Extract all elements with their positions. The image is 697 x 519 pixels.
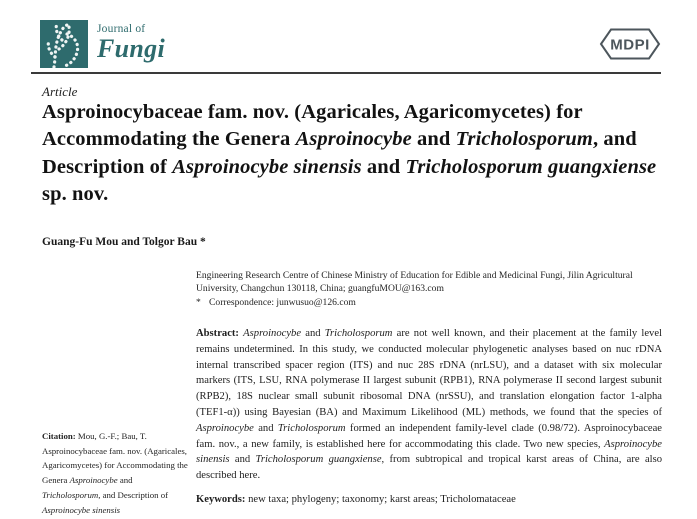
authors-line: Guang-Fu Mou and Tolgor Bau *: [42, 236, 206, 248]
correspondence-marker: *: [196, 296, 201, 308]
article-type-label: Article: [42, 84, 78, 99]
mdpi-logo: [596, 24, 664, 69]
journal-prefix-label: Journal of: [97, 23, 146, 35]
affiliation-text: Engineering Research Centre of Chinese Ministry of Education for Edible and Medicinal Fungi, Jilin Agricultural University, Changchun 130118, China; guangfuMOU@163.com: [196, 270, 633, 295]
affiliation-block: [196, 269, 662, 309]
correspondence-text: Correspondence: junwusuo@126.com: [209, 296, 356, 308]
abstract-paragraph: Abstract: Asproinocybe and Tricholosporum are not well known, and their placement at the family level remains undetermined. In this study, we conducted molecular phylogenetic analyses based on nuc rDNA internal transcribed spacer region (ITS) and nuc 28S rDNA (nrLSU), and a dataset with six molecular markers (ITS, LSU, RNA polymerase II largest subunit (RPB1), RNA polymerase II second largest subunit (RPB2), 18S nuclear small subunit ribosomal DNA (nrSSU), and translation elongation factor 1-alpha (TEF1-α)) using Bayesian (BA) and Maximum Likelihood (ML) methods, we found that the species of Asproinocybe and Tricholosporum formed an independent family-level clade (0.98/72). Asproinocybaceae fam. nov., a new family, is established here for accommodating this clade. Two new species, Asproinocybe sinensis and Tricholosporum guangxiense, from subtropical and tropical karst areas of China, are also described here.: [196, 328, 663, 482]
mdpi-logo-text: MDPI: [610, 36, 650, 54]
header-divider: [31, 72, 661, 74]
keywords-line: Keywords: new taxa; phylogeny; taxonomy; karst areas; Tricholomataceae: [196, 494, 516, 505]
journal-title: Fungi: [97, 34, 165, 63]
journal-of-fungi-logo-icon: [40, 20, 88, 68]
correspondence-line: [196, 296, 662, 309]
citation-box: Citation: Mou, G.-F.; Bau, T. Asproinocybaceae fam. nov. (Agaricales, Agaricomycetes) for Accommodating the Genera Asproinocybe and Tricholosporum, and Description of Asproinocybe sinensis: [42, 431, 188, 515]
article-title: Asproinocybaceae fam. nov. (Agaricales, Agaricomycetes) for Accommodating the Genera Asproinocybe and Tricholosporum, and Description of Asproinocybe sinensis and Tricholosporum guangxiense sp. nov.: [42, 101, 657, 205]
journal-logo-text: [97, 23, 165, 64]
